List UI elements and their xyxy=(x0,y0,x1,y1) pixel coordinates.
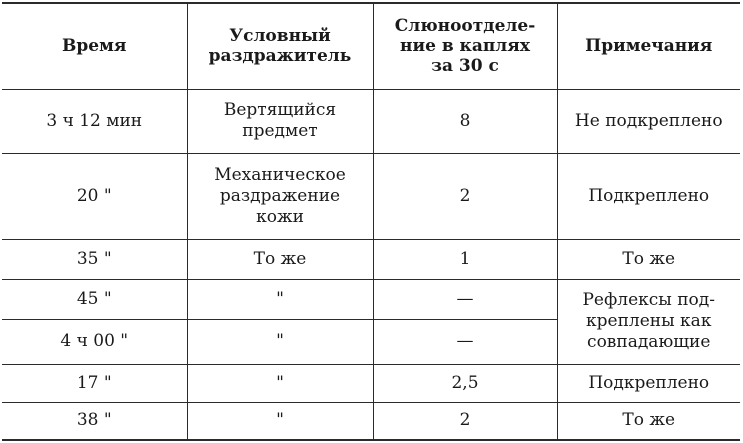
cell-time: 45 " xyxy=(2,279,187,319)
cell-salivation: — xyxy=(373,319,557,364)
cell-time: 17 " xyxy=(2,364,187,402)
cell-time: 4 ч 00 " xyxy=(2,319,187,364)
table-row xyxy=(2,153,740,239)
cell-stimulus: Вертящийся предмет xyxy=(187,89,373,153)
cell-stimulus: Механическое раздражение кожи xyxy=(187,153,373,239)
cell-salivation: 2 xyxy=(373,402,557,440)
header-salivation: Слюноотделе- ние в каплях за 30 с xyxy=(373,3,557,89)
cell-notes: Рефлексы под- креплены как совпадающие xyxy=(557,279,740,364)
cell-notes: То же xyxy=(557,239,740,279)
header-row xyxy=(2,3,740,89)
cell-stimulus: То же xyxy=(187,239,373,279)
cell-time: 3 ч 12 мин xyxy=(2,89,187,153)
experiment-table xyxy=(2,2,740,441)
cell-salivation: 2 xyxy=(373,153,557,239)
cell-notes: Подкреплено xyxy=(557,153,740,239)
table-row xyxy=(2,279,740,319)
cell-time: 35 " xyxy=(2,239,187,279)
table-row xyxy=(2,364,740,402)
cell-salivation: — xyxy=(373,279,557,319)
cell-salivation: 1 xyxy=(373,239,557,279)
cell-stimulus: " xyxy=(187,319,373,364)
cell-salivation: 2,5 xyxy=(373,364,557,402)
cell-notes: Не подкреплено xyxy=(557,89,740,153)
cell-notes: То же xyxy=(557,402,740,440)
cell-stimulus: " xyxy=(187,279,373,319)
table-row xyxy=(2,402,740,440)
cell-notes: Подкреплено xyxy=(557,364,740,402)
table-row xyxy=(2,239,740,279)
cell-time: 20 " xyxy=(2,153,187,239)
header-time: Время xyxy=(2,3,187,89)
cell-stimulus: " xyxy=(187,402,373,440)
header-stimulus: Условный раздражитель xyxy=(187,3,373,89)
table-row xyxy=(2,89,740,153)
cell-salivation: 8 xyxy=(373,89,557,153)
cell-time: 38 " xyxy=(2,402,187,440)
cell-stimulus: " xyxy=(187,364,373,402)
header-notes: Примечания xyxy=(557,3,740,89)
